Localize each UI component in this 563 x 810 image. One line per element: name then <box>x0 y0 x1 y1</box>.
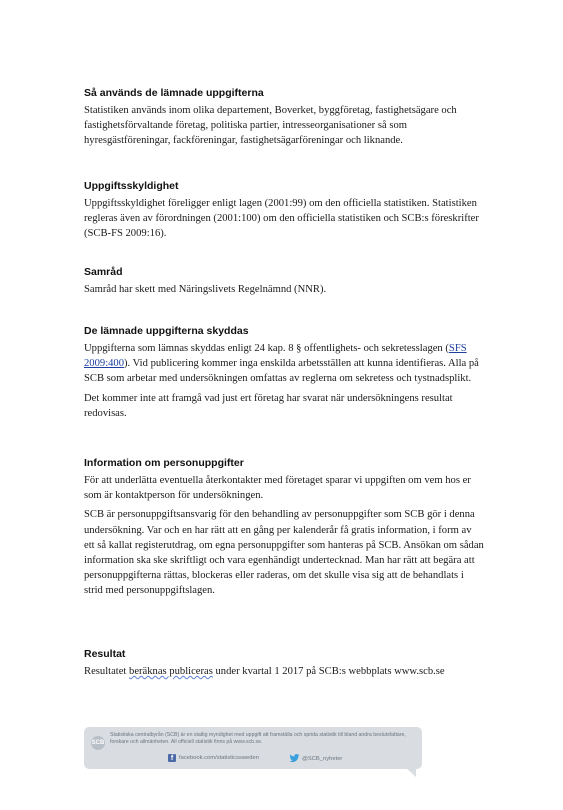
section-heading: Resultat <box>84 648 126 660</box>
text-span: under kvartal 1 2017 på SCB:s webbplats www.scb.se <box>212 666 445 677</box>
footer-text: Statistiska centralbyrån (SCB) är en statlig myndighet med uppgift att framställa och sprida statistik till bland andra beslutsfattare, forskare och allmänheten. All officiell statistik finns på www.scb.se. <box>110 732 406 745</box>
speech-tail <box>406 768 416 777</box>
section-heading: De lämnade uppgifterna skyddas <box>84 325 249 337</box>
facebook-icon: f <box>168 754 176 762</box>
scb-logo: SCB <box>91 736 105 750</box>
section-paragraph <box>84 341 484 387</box>
facebook-handle: facebook.com/statisticssweden <box>179 755 259 761</box>
spellcheck-text: beräknas publiceras <box>129 666 213 677</box>
section-personal-data <box>84 457 484 603</box>
section-consultation <box>84 266 484 301</box>
text-span: ). Vid publicering kommer inga enskilda arbetsställen att kunna identifieras. Alla på SCB som arbetar med undersökningen omfattas av reglerna om sekretess och tystnadsplikt. <box>84 358 479 385</box>
section-heading: Samråd <box>84 266 123 278</box>
section-paragraph: Samråd har skett med Näringslivets Regelnämnd (NNR). <box>84 284 327 295</box>
facebook-link[interactable] <box>168 754 259 762</box>
section-protection <box>84 325 484 425</box>
section-obligation <box>84 180 484 246</box>
text-span: Uppgifterna som lämnas skyddas enligt 24 kap. 8 § offentlighets- och sekretesslagen ( <box>84 343 449 354</box>
twitter-bird-icon <box>289 754 300 763</box>
section-results <box>84 648 484 683</box>
section-paragraph: SCB är personuppgiftsansvarig för den behandling av personuppgifter som SCB gör i denna undersökning. Var och en har rätt att en gång per kalenderår få gratis information, i form av ett så kallat registerutdrag, om egna personuppgifter som hanteras på SCB. Ansökan om sådan information ska ske skriftligt och vara egenhändigt undertecknad. Man har rätt att begära att personuppgifterna rättas, blockeras eller raderas, om det skulle visa sig att de behandlats i strid med personuppgiftslagen. <box>84 509 484 597</box>
section-paragraph <box>84 664 484 679</box>
footer-banner <box>84 727 422 769</box>
sfs-link[interactable]: SFS 2009:400 <box>84 343 467 370</box>
section-heading: Information om personuppgifter <box>84 457 244 469</box>
twitter-link[interactable] <box>289 754 342 763</box>
section-paragraph: Det kommer inte att framgå vad just ert företag har svarat när undersökningens resultat redovisas. <box>84 392 453 419</box>
section-heading: Uppgiftsskyldighet <box>84 180 179 192</box>
section-paragraph: Statistiken används inom olika departement, Boverket, byggföretag, fastighetsägare och fastighetsförvaltande företag, politiska partier, intresseorganisationer så som hyresgästföreningar, fackföreningar, fastighetsägarföreningar och liknande. <box>84 105 457 147</box>
twitter-handle: @SCB_nyheter <box>302 755 343 762</box>
text-span: Resultatet <box>84 666 130 677</box>
section-usage <box>84 87 484 153</box>
section-heading: Så används de lämnade uppgifterna <box>84 87 264 99</box>
section-paragraph: Uppgiftsskyldighet föreligger enligt lagen (2001:99) om den officiella statistiken. Statistiken regleras även av förordningen (2001:100) om den officiella statistiken och SCB:s föreskrifter (SCB-FS 2009:16). <box>84 198 479 240</box>
section-paragraph: För att underlätta eventuella återkontakter med företaget sparar vi uppgiften om vem hos er som är kontaktperson för undersökningen. <box>84 475 471 502</box>
